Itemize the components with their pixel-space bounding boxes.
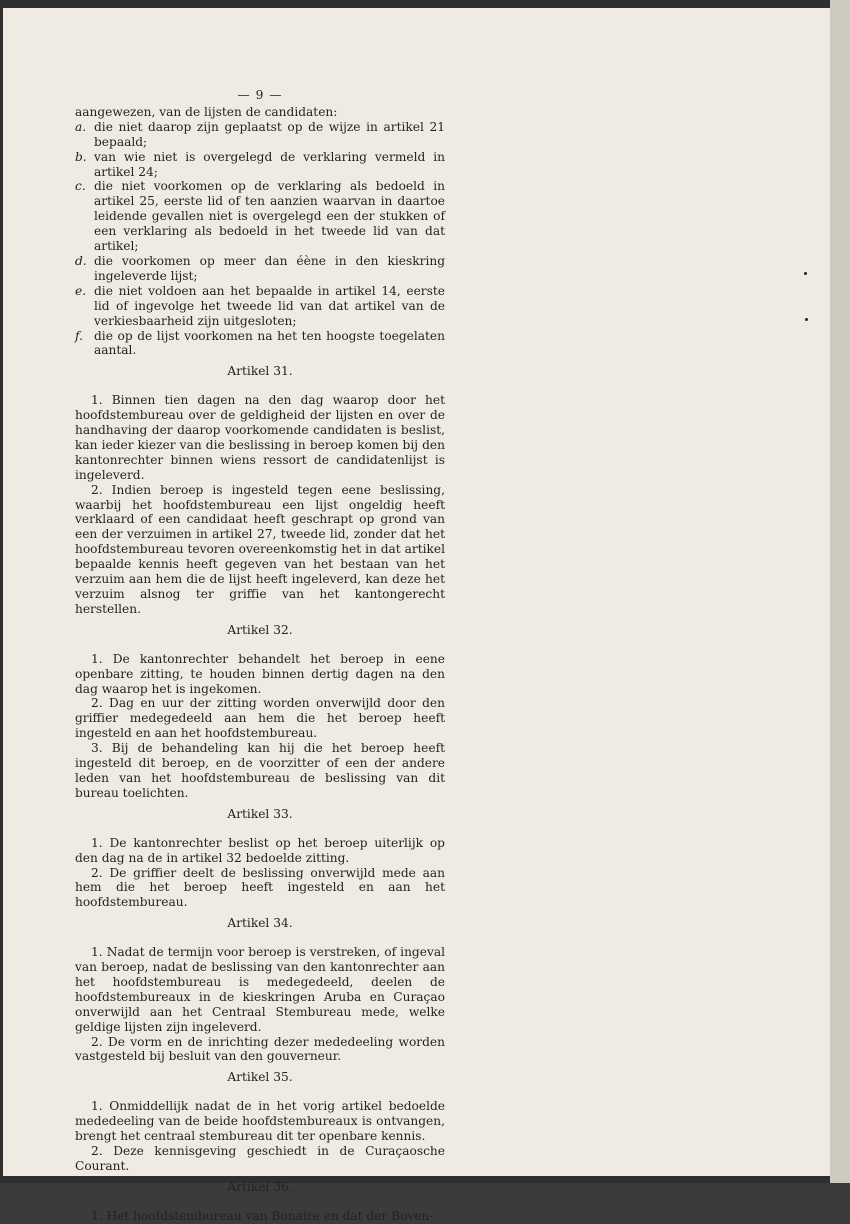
article-heading: Artikel 34. [227,916,293,931]
list-item [75,150,445,180]
article-heading: Artikel 33. [227,806,293,821]
article-paragraph: 1. Nadat de termijn voor beroep is verstreken, of ingeval van beroep, nadat de beslissing van den kantonrechter aan het hoofdstembureau is medegedeeld, deelen de hoofdstembureaux in de kieskringen Aruba en Curaçao onverwijld aan het Centraal Stembureau mede, welke geldige lijsten zijn ingeleverd. [75,945,445,1034]
article-33 [75,807,445,910]
article-paragraph: 2. Deze kennisgeving geschiedt in de Curaçaosche Courant. [75,1144,445,1173]
document-text [75,88,445,1224]
item-label: d. [75,253,87,268]
item-text: die niet voorkomen op de verklaring als bedoeld in artikel 25, eerste lid of ten aanzien waarvan in daartoe leidende gevallen niet is overgelegd een der stukken of een verklaring als bedoeld in het tweede lid van dat artikel; [94,179,445,254]
article-heading: Artikel 31. [227,364,293,379]
article-heading: Artikel 36. [227,1179,293,1194]
article-paragraph: 2. Indien beroep is ingesteld tegen eene beslissing, waarbij het hoofdstembureau een lijst ongeldig heeft verklaard of een candidaat heeft geschrapt op grond van een der verzuimen in artikel 27, tweede lid, zonder dat het hoofdstembureau tevoren overeenkomstig het in dat artikel bepaalde kennis heeft gegeven van het bestaan van het verzuim aan hem die de lijst heeft ingeleverd, kan deze het verzuim alsnog ter griffie van het kantongerecht herstellen. [75,482,445,616]
article-32 [75,623,445,801]
item-label: f. [75,328,83,343]
article-paragraph: 3. Bij de behandeling kan hij die het beroep heeft ingesteld dit beroep, en de voorzitter of een der andere leden van het hoofdstembureau de beslissing van dit bureau toelichten. [75,741,445,800]
article-paragraph: 2. Dag en uur der zitting worden onverwijld door den griffier medegedeeld aan hem die het beroep heeft ingesteld en aan het hoofdstembureau. [75,696,445,741]
article-36 [75,1180,445,1224]
list-item [75,179,445,254]
article-paragraph: 1. Onmiddellijk nadat de in het vorig artikel bedoelde mededeeling van de beide hoofdstembureaux is ontvangen, brengt het centraal stembureau dit ter openbare kennis. [75,1099,445,1144]
item-label: b. [75,149,87,164]
item-text: die voorkomen op meer dan éène in den kieskring ingeleverde lijst; [94,253,445,283]
article-heading: Artikel 32. [227,622,293,637]
page-number: — 9 — [237,88,283,102]
list-item [75,329,445,359]
article-31 [75,364,445,617]
candidate-list [75,120,445,359]
article-paragraph: 2. De griffier deelt de beslissing onverwijld mede aan hem die het beroep heeft ingesteld en aan het hoofdstembureau. [75,865,445,910]
item-text: die niet daarop zijn geplaatst op de wijze in artikel 21 bepaald; [94,119,445,149]
ink-speck [805,318,808,321]
list-item [75,120,445,150]
item-text: die niet voldoen aan het bepaalde in artikel 14, eerste lid of ingevolge het tweede lid van dat artikel van de verkiesbaarheid zijn uitgesloten; [94,283,445,328]
ink-speck [804,272,807,275]
item-text: die op de lijst voorkomen na het ten hoogste toegelaten aantal. [94,328,445,358]
article-paragraph: 2. De vorm en de inrichting dezer mededeeling worden vastgesteld bij besluit van den gouverneur. [75,1034,445,1064]
adjacent-page-edge [830,0,850,1183]
item-text: van wie niet is overgelegd de verklaring vermeld in artikel 24; [94,149,445,179]
article-paragraph: 1. Binnen tien dagen na den dag waarop door het hoofdstembureau over de geldigheid der lijsten en over de handhaving der daarop voorkomende candidaten is beslist, kan ieder kiezer van die beslissing in beroep komen bij den kantonrechter binnen wiens ressort de candidatenlijst is ingeleverd. [75,393,445,482]
list-item [75,254,445,284]
intro-line: aangewezen, van de lijsten de candidaten: [75,104,338,119]
list-item [75,284,445,329]
article-34 [75,916,445,1064]
article-paragraph: 1. De kantonrechter behandelt het beroep in eene openbare zitting, te houden binnen dertig dagen na den dag waarop het is ingekomen. [75,651,445,696]
item-label: e. [75,283,87,298]
item-label: a. [75,119,87,134]
article-35 [75,1070,445,1173]
article-heading: Artikel 35. [227,1070,293,1085]
article-paragraph: 1. De kantonrechter beslist op het beroep uiterlijk op den dag na de in artikel 32 bedoelde zitting. [75,835,445,865]
article-paragraph: 1. Het hoofdstembureau van Bonaire en dat der Boven- [91,1208,434,1223]
item-label: c. [75,179,86,194]
